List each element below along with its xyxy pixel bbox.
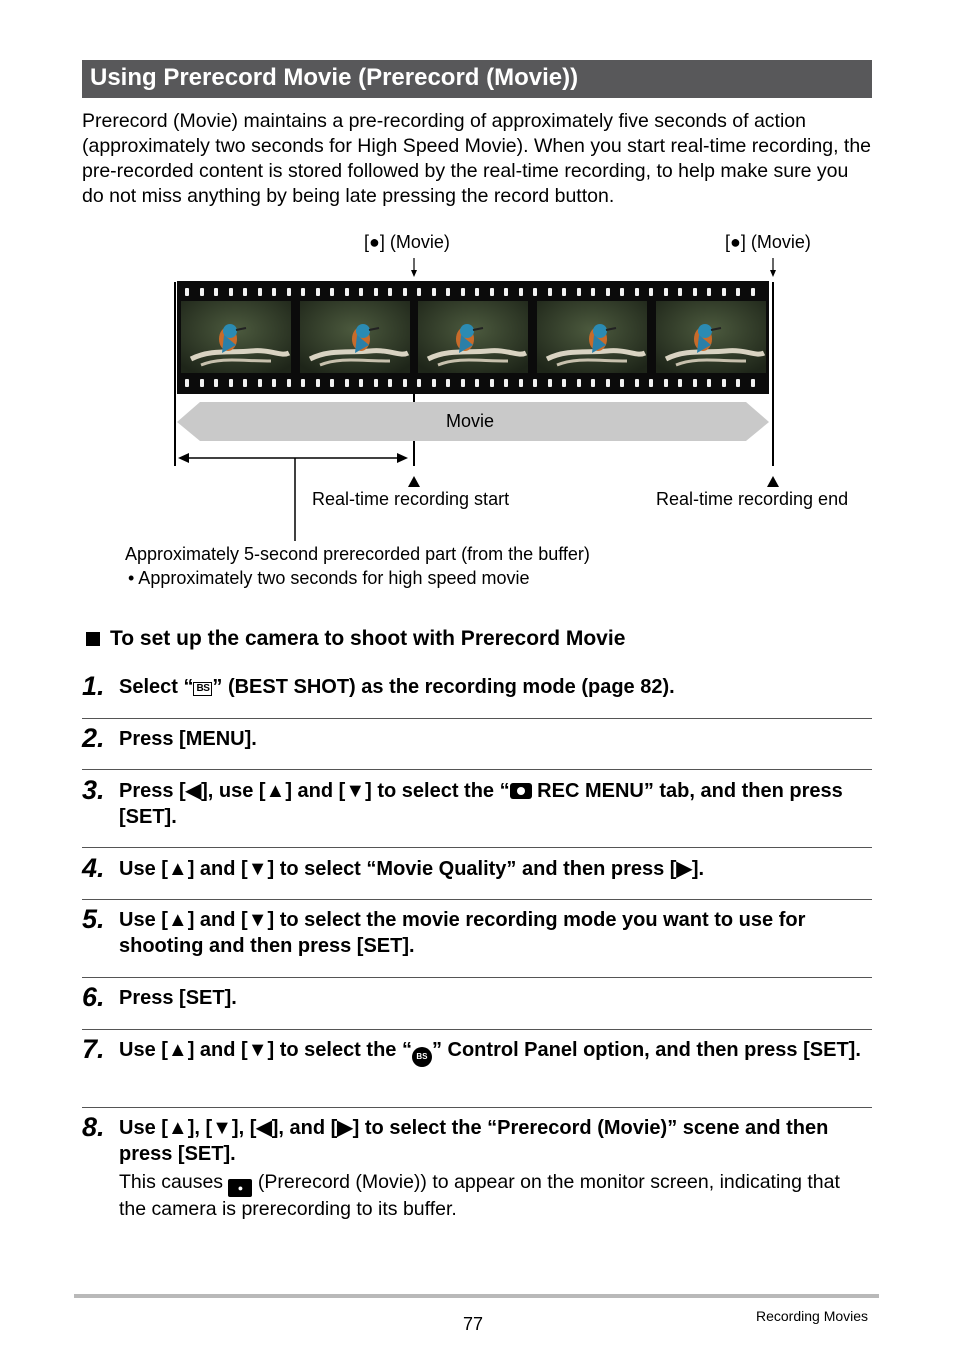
- step-6-text: Press [SET].: [119, 987, 237, 1009]
- film-hole: [301, 379, 305, 387]
- film-strip: [177, 281, 769, 394]
- film-hole: [577, 288, 581, 296]
- divider: [82, 847, 872, 848]
- film-hole: [475, 379, 479, 387]
- step-number: 5.: [82, 904, 105, 934]
- film-hole: [519, 288, 523, 296]
- film-hole: [417, 379, 421, 387]
- movie-button-label-start: [●] (Movie): [364, 232, 450, 252]
- prerecord-movie-icon: ●: [228, 1179, 252, 1197]
- film-hole: [722, 288, 726, 296]
- film-hole: [736, 288, 740, 296]
- realtime-start-label: Real-time recording start: [312, 489, 510, 509]
- footer-section-name: Recording Movies: [756, 1308, 869, 1324]
- divider: [82, 1107, 872, 1108]
- film-hole: [664, 379, 668, 387]
- film-hole: [345, 288, 349, 296]
- best-shot-icon: BS: [193, 682, 212, 696]
- film-frame-kingfisher-image: [418, 301, 528, 373]
- film-hole: [533, 288, 537, 296]
- best-shot-circle-icon: BS: [412, 1047, 432, 1067]
- step-number: 2.: [82, 723, 105, 753]
- film-hole: [229, 288, 233, 296]
- divider: [82, 977, 872, 978]
- footer-rule: [74, 1294, 879, 1298]
- step-8-note: This causes ● (Prerecord (Movie)) to appear on the monitor screen, indicating that the camera is prerecording to its buffer.: [119, 1171, 840, 1220]
- step-2-text: Press [MENU].: [119, 728, 257, 750]
- film-hole: [214, 288, 218, 296]
- film-hole: [200, 379, 204, 387]
- film-hole: [388, 288, 392, 296]
- film-hole: [664, 288, 668, 296]
- film-frame-kingfisher-image: [537, 301, 647, 373]
- page-title: Using Prerecord Movie (Prerecord (Movie)): [90, 64, 579, 91]
- section-heading: To set up the camera to shoot with Prerecord Movie: [86, 627, 625, 651]
- film-hole: [432, 288, 436, 296]
- film-hole: [374, 379, 378, 387]
- film-hole: [519, 379, 523, 387]
- step-number: 3.: [82, 775, 105, 805]
- film-hole: [388, 379, 392, 387]
- film-hole: [591, 379, 595, 387]
- film-hole: [693, 379, 697, 387]
- film-hole: [403, 379, 407, 387]
- film-hole: [345, 379, 349, 387]
- film-hole: [258, 379, 262, 387]
- film-hole: [504, 288, 508, 296]
- film-hole: [635, 288, 639, 296]
- film-holes-bottom: [177, 379, 769, 387]
- divider: [82, 899, 872, 900]
- step-number: 8.: [82, 1112, 105, 1142]
- film-hole: [185, 288, 189, 296]
- film-hole: [243, 379, 247, 387]
- film-hole: [620, 288, 624, 296]
- film-hole: [316, 379, 320, 387]
- film-hole: [562, 379, 566, 387]
- film-hole: [214, 379, 218, 387]
- film-hole: [490, 288, 494, 296]
- page-number: 77: [463, 1314, 484, 1334]
- film-frame-kingfisher-image: [656, 301, 766, 373]
- film-hole: [751, 288, 755, 296]
- film-hole: [577, 379, 581, 387]
- step-number: 6.: [82, 982, 105, 1012]
- film-hole: [330, 288, 334, 296]
- film-hole: [562, 288, 566, 296]
- film-hole: [432, 379, 436, 387]
- film-hole: [359, 288, 363, 296]
- film-hole: [301, 288, 305, 296]
- film-hole: [606, 288, 610, 296]
- step-8-text: Use [▲], [▼], [◀], and [▶] to select the “Prerecord (Movie)” scene and then press [SET].: [119, 1117, 829, 1165]
- film-hole: [635, 379, 639, 387]
- film-hole: [229, 379, 233, 387]
- step-5-text: Use [▲] and [▼] to select the movie recording mode you want to use for shooting and then press [SET].: [119, 909, 806, 957]
- film-frame-kingfisher-image: [181, 301, 291, 373]
- film-hole: [446, 379, 450, 387]
- step-4-text: Use [▲] and [▼] to select “Movie Quality” and then press [▶].: [119, 858, 705, 880]
- film-hole: [490, 379, 494, 387]
- film-hole: [316, 288, 320, 296]
- film-hole: [693, 288, 697, 296]
- film-hole: [548, 288, 552, 296]
- step-number: 4.: [82, 853, 105, 883]
- film-hole: [649, 379, 653, 387]
- film-hole: [475, 288, 479, 296]
- step-number: 7.: [82, 1034, 105, 1064]
- film-hole: [359, 379, 363, 387]
- film-frame-kingfisher-image: [300, 301, 410, 373]
- film-hole: [287, 379, 291, 387]
- movie-button-label-end: [●] (Movie): [725, 232, 811, 252]
- divider: [82, 1029, 872, 1030]
- diagram-lines: [0, 0, 954, 560]
- film-holes-top: [177, 288, 769, 296]
- film-hole: [548, 379, 552, 387]
- square-bullet-icon: [86, 632, 100, 646]
- film-hole: [736, 379, 740, 387]
- film-hole: [707, 288, 711, 296]
- buffer-note: • Approximately two seconds for high speed movie: [128, 568, 530, 588]
- film-hole: [707, 379, 711, 387]
- film-hole: [620, 379, 624, 387]
- film-hole: [330, 379, 334, 387]
- intro-paragraph: Prerecord (Movie) maintains a pre-recording of approximately five seconds of action (approximately two seconds for High Speed Movie). When you start real-time recording, the pre-recorded content is stored followed by the real-time recording, to help make sure you do not miss anything by being late pressing the record button.: [82, 110, 872, 207]
- film-hole: [272, 379, 276, 387]
- film-hole: [403, 288, 407, 296]
- camera-icon: [510, 783, 532, 799]
- film-hole: [533, 379, 537, 387]
- realtime-end-label: Real-time recording end: [656, 489, 849, 509]
- film-hole: [649, 288, 653, 296]
- divider: [82, 718, 872, 719]
- film-hole: [258, 288, 262, 296]
- movie-bar-label: Movie: [446, 411, 495, 431]
- divider: [82, 769, 872, 770]
- film-hole: [722, 379, 726, 387]
- buffer-caption: Approximately 5-second prerecorded part (from the buffer): [125, 544, 590, 564]
- step-7-text: Use [▲] and [▼] to select the “ BS ” Control Panel option, and then press [SET].: [119, 1037, 871, 1067]
- film-hole: [417, 288, 421, 296]
- film-hole: [504, 379, 508, 387]
- film-hole: [678, 288, 682, 296]
- film-hole: [678, 379, 682, 387]
- film-hole: [374, 288, 378, 296]
- film-hole: [243, 288, 247, 296]
- step-3-text: Press [◀], use [▲] and [▼] to select the “ REC MENU” tab, and then press [SET].: [119, 780, 843, 828]
- step-1-text: Select “ BS ” (BEST SHOT) as the recording mode (page 82).: [119, 676, 675, 698]
- film-hole: [287, 288, 291, 296]
- film-hole: [591, 288, 595, 296]
- film-hole: [200, 288, 204, 296]
- film-hole: [272, 288, 276, 296]
- film-hole: [461, 379, 465, 387]
- film-hole: [461, 288, 465, 296]
- step-number: 1.: [82, 671, 105, 701]
- film-hole: [606, 379, 610, 387]
- film-hole: [751, 379, 755, 387]
- film-hole: [446, 288, 450, 296]
- film-hole: [185, 379, 189, 387]
